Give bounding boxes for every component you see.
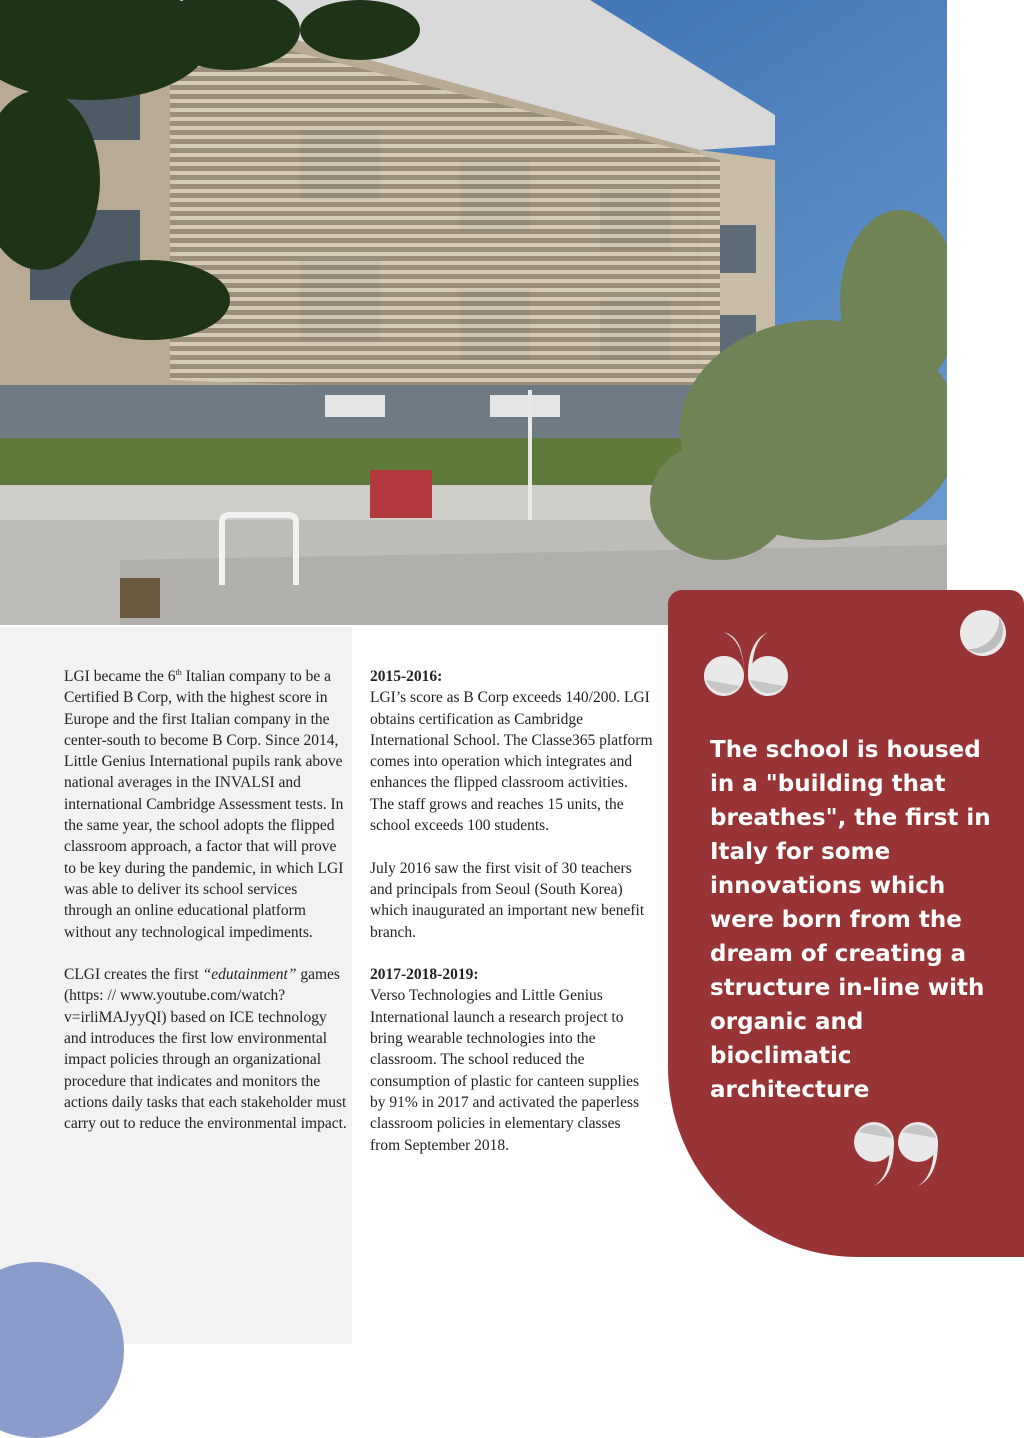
open-quote-icon xyxy=(704,630,788,696)
paragraph-b-corp-part2: Italian company to be a Certified B Corp, with the highest score in Europe and the first Italian company in the center-south to become B Corp. Since 2014, Little Genius International pupils rank above national averages in the INVALSI and international Cambridge Assessment tests. In the same year, the school adopts the flipped classroom approach, a factor that will prove to be key during the pandemic, in which LGI was able to deliver its school services through an online educational platform without any technological impediments. xyxy=(64,668,344,941)
paragraph-b-corp-part1: LGI became the 6 xyxy=(64,668,176,685)
school-building-photo xyxy=(0,0,947,625)
paragraph-2015-2016: LGI’s score as B Corp exceeds 140/200. LGI obtains certification as Cambridge International School. The Classe365 platform comes into operation which integrates and enhances the flipped classroom activities. The staff grows and reaches 15 units, the school exceeds 100 students. xyxy=(370,689,653,835)
paragraph-edutainment xyxy=(64,964,348,1134)
paragraph-edutainment-part1: CLGI creates the first xyxy=(64,966,203,984)
close-quote-icon xyxy=(854,1122,938,1188)
edutainment-term: “edutainment” xyxy=(202,966,297,984)
paragraph-seoul-visit: July 2016 saw the first visit of 30 teachers and principals from Seoul (South Korea) which inaugurated an important new benefit branch. xyxy=(370,859,645,941)
ordinal-suffix: th xyxy=(175,667,182,677)
timeline-heading-2015-2016: 2015-2016: xyxy=(370,668,443,685)
paragraph-2017-2019: Verso Technologies and Little Genius International launch a research project to bring wearable technologies into the classroom. The school reduced the consumption of plastic for canteen supplies by 91% in 2017 and activated the paperless classroom policies in elementary classes from September 2018. xyxy=(370,987,640,1154)
pull-quote-card xyxy=(668,590,1024,1257)
paragraph-edutainment-part2: games (https: // www.youtube.com/watch?v=irliMAJyyQI) based on ICE technology and introduces the first low environmental impact policies through an organizational procedure that indicates and monitors the actions daily tasks that each stakeholder must carry out to reduce the environmental impact. xyxy=(64,966,347,1133)
middle-column-text xyxy=(370,666,654,1177)
pull-quote-text: The school is housed in a "building that breathes", the first in Italy for some innovations which were born from the dream of creating a structure in-line with organic and bioclimatic architecture xyxy=(710,737,991,1103)
timeline-heading-2017-2019: 2017-2018-2019: xyxy=(370,966,479,984)
left-column-text xyxy=(64,666,348,1156)
decorative-dot-icon xyxy=(960,610,1006,656)
paragraph-b-corp xyxy=(64,666,348,943)
